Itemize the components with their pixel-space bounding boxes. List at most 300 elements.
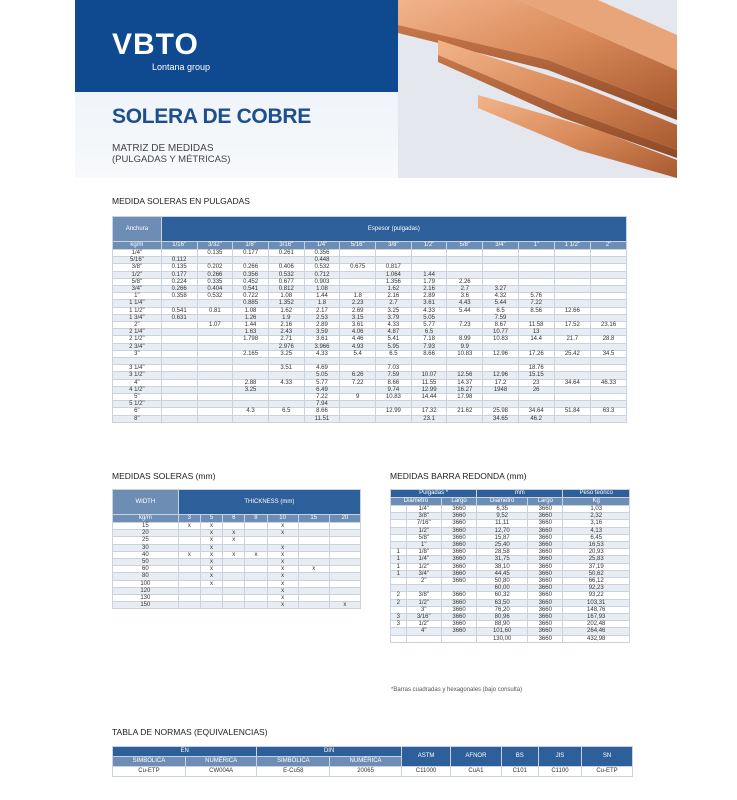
table-cell: 3660 <box>441 570 476 577</box>
table-cell <box>376 257 412 264</box>
inch-col-header: 1/2" <box>411 242 447 250</box>
table-cell: 2.89 <box>411 293 447 300</box>
table-cell: 1.8 <box>304 300 340 307</box>
table-cell <box>223 523 245 530</box>
table-cell <box>298 523 329 530</box>
table-cell: 3660 <box>528 549 563 556</box>
table-cell: 3660 <box>441 534 476 541</box>
table-cell <box>233 358 269 365</box>
table-cell: 7.03 <box>376 365 412 372</box>
table-cell: 0.532 <box>268 271 304 278</box>
table-cell: x <box>267 566 298 573</box>
table-cell: 11.51 <box>304 415 340 422</box>
table-cell: 1/2" <box>406 621 441 628</box>
table-cell <box>329 573 360 580</box>
table-cell <box>268 394 304 401</box>
table-cell <box>518 271 554 278</box>
table-cell <box>161 379 197 386</box>
table-cell <box>233 394 269 401</box>
table-cell <box>447 314 483 321</box>
table-cell: 2.69 <box>340 307 376 314</box>
table-cell: x <box>223 551 245 558</box>
table-cell <box>518 278 554 285</box>
table-cell <box>391 635 407 642</box>
table-row <box>391 599 630 606</box>
table-cell <box>447 271 483 278</box>
table-cell: 12.99 <box>376 408 412 415</box>
table-cell <box>233 257 269 264</box>
table-cell: 1/8" <box>406 549 441 556</box>
table-cell: 34.65 <box>483 415 519 422</box>
table-row <box>113 401 627 408</box>
inch-width-header: Anchura <box>113 217 162 242</box>
table-cell <box>518 264 554 271</box>
table-cell: 0.112 <box>161 257 197 264</box>
table-cell <box>161 415 197 422</box>
table-cell: x <box>245 551 267 558</box>
table-cell: 202,48 <box>563 621 630 628</box>
table-cell: CW004A <box>185 767 257 777</box>
table-cell <box>406 635 441 642</box>
table-cell <box>518 257 554 264</box>
table-cell <box>267 537 298 544</box>
table-cell <box>178 595 200 602</box>
table-cell: 25.98 <box>483 408 519 415</box>
table-cell: x <box>178 551 200 558</box>
table-cell: 17.26 <box>518 350 554 357</box>
table-cell <box>447 257 483 264</box>
table-cell <box>298 580 329 587</box>
table-cell <box>554 415 591 422</box>
table-cell <box>298 602 329 609</box>
table-cell: 0.452 <box>233 278 269 285</box>
table-cell: 2.16 <box>268 322 304 329</box>
table-cell <box>591 264 627 271</box>
table-cell <box>197 358 233 365</box>
table-cell <box>340 365 376 372</box>
table-cell: 5.05 <box>304 372 340 379</box>
table-cell: 1.08 <box>304 286 340 293</box>
table-row <box>113 329 627 336</box>
table-cell: 0.224 <box>161 278 197 285</box>
table-cell <box>591 271 627 278</box>
table-cell <box>591 250 627 257</box>
table-row <box>391 556 630 563</box>
table-cell: x <box>267 587 298 594</box>
table-cell: 11,11 <box>477 520 528 527</box>
table-cell <box>554 250 591 257</box>
table-cell: 12.99 <box>411 386 447 393</box>
inch-col-header: 5/16" <box>340 242 376 250</box>
table-cell: 5.95 <box>376 343 412 350</box>
table-cell: 0.356 <box>304 250 340 257</box>
table-cell <box>591 257 627 264</box>
table-cell: 21.7 <box>554 336 591 343</box>
mm-col-header: 6 <box>223 515 245 523</box>
table-cell: x <box>200 573 222 580</box>
table-cell: 3/8" <box>113 264 162 271</box>
table-cell: 3660 <box>528 570 563 577</box>
table-cell <box>161 386 197 393</box>
table-cell: 5" <box>113 394 162 401</box>
table-cell <box>200 602 222 609</box>
table-cell: x <box>267 595 298 602</box>
table-cell: 2.43 <box>268 329 304 336</box>
table-cell: Cu-ETP <box>113 767 186 777</box>
table-cell: 0.335 <box>197 278 233 285</box>
table-cell: 5.77 <box>411 322 447 329</box>
table-cell: 148,76 <box>563 606 630 613</box>
table-cell <box>340 271 376 278</box>
table-cell <box>329 559 360 566</box>
norms-table <box>112 746 633 777</box>
table-cell: 2 <box>391 592 407 599</box>
table-cell: 3660 <box>441 556 476 563</box>
table-cell <box>411 257 447 264</box>
table-row <box>113 264 627 271</box>
table-cell: 17.32 <box>411 408 447 415</box>
page-title: SOLERA DE COBRE <box>112 105 311 128</box>
table-cell: 34.5 <box>591 350 627 357</box>
table-row <box>113 559 361 566</box>
table-cell: 0.532 <box>197 293 233 300</box>
inch-col-header: 2" <box>591 242 627 250</box>
table-cell <box>197 343 233 350</box>
table-cell <box>340 250 376 257</box>
table-row <box>113 257 627 264</box>
table-cell <box>197 415 233 422</box>
table-cell: CuA1 <box>451 767 501 777</box>
table-cell: 2" <box>406 578 441 585</box>
table-cell: 7.94 <box>304 401 340 408</box>
table-cell <box>340 286 376 293</box>
table-row <box>113 278 627 285</box>
table-row <box>113 350 627 357</box>
table-cell <box>233 415 269 422</box>
table-cell: 4.06 <box>340 329 376 336</box>
table-cell <box>178 530 200 537</box>
table-cell: 5.77 <box>304 379 340 386</box>
table-cell <box>554 343 591 350</box>
table-cell: 3660 <box>441 563 476 570</box>
table-cell: 63,50 <box>477 599 528 606</box>
table-row <box>113 566 361 573</box>
table-cell: 0.135 <box>161 264 197 271</box>
table-cell: 11.58 <box>518 322 554 329</box>
table-cell: 3660 <box>441 542 476 549</box>
table-cell <box>329 530 360 537</box>
table-cell <box>223 602 245 609</box>
inch-table-label: MEDIDA SOLERAS EN PULGADAS <box>112 196 250 206</box>
table-cell: 25,40 <box>477 542 528 549</box>
table-cell: 3660 <box>528 592 563 599</box>
table-cell: 7.22 <box>340 379 376 386</box>
table-row <box>113 408 627 415</box>
table-cell: 3.27 <box>483 286 519 293</box>
inch-thickness-header: Espesor (pulgadas) <box>161 217 626 242</box>
table-row <box>391 614 630 621</box>
table-cell <box>178 559 200 566</box>
table-cell: x <box>178 523 200 530</box>
table-cell <box>554 358 591 365</box>
table-cell: 0.266 <box>197 271 233 278</box>
table-cell: 15.15 <box>518 372 554 379</box>
copper-bars-image <box>398 0 677 178</box>
norms-jis-header: JIS <box>538 747 581 767</box>
table-cell: 3.25 <box>376 307 412 314</box>
table-row <box>113 544 361 551</box>
table-cell <box>197 365 233 372</box>
table-cell: 7.59 <box>376 372 412 379</box>
table-cell: 5/8" <box>406 534 441 541</box>
table-cell: 10.83 <box>483 336 519 343</box>
table-cell <box>197 379 233 386</box>
table-cell <box>268 401 304 408</box>
table-cell: 3.15 <box>340 314 376 321</box>
table-cell: 5.76 <box>518 293 554 300</box>
table-cell: 60,00 <box>477 585 528 592</box>
table-cell <box>518 250 554 257</box>
table-cell <box>518 394 554 401</box>
mm-table-label: MEDIDAS SOLERAS (mm) <box>112 471 216 481</box>
table-cell: 100 <box>113 580 179 587</box>
table-cell <box>329 595 360 602</box>
table-cell: x <box>223 530 245 537</box>
table-cell: 3/8" <box>406 592 441 599</box>
table-cell: 8.66 <box>376 379 412 386</box>
table-cell: 10.77 <box>483 329 519 336</box>
table-cell <box>245 537 267 544</box>
table-row <box>113 365 627 372</box>
table-cell: 1 1/2" <box>113 307 162 314</box>
table-cell <box>554 300 591 307</box>
table-cell <box>223 573 245 580</box>
subtitle-line-1: MATRIZ DE MEDIDAS <box>112 143 214 154</box>
table-cell: 46.2 <box>518 415 554 422</box>
table-cell: 12,70 <box>477 527 528 534</box>
table-cell: 3660 <box>441 599 476 606</box>
table-row <box>113 307 627 314</box>
table-cell: 130,00 <box>477 635 528 642</box>
table-cell: 0.817 <box>376 264 412 271</box>
table-cell: 0.177 <box>233 250 269 257</box>
table-cell: 28,58 <box>477 549 528 556</box>
table-cell: 23.16 <box>591 322 627 329</box>
table-cell: 26 <box>518 386 554 393</box>
table-cell: 6.26 <box>340 372 376 379</box>
table-cell: 20 <box>113 530 179 537</box>
table-cell: 1" <box>406 542 441 549</box>
table-cell <box>223 559 245 566</box>
table-cell <box>197 314 233 321</box>
table-cell <box>178 566 200 573</box>
table-cell: 2.53 <box>304 314 340 321</box>
table-cell <box>376 358 412 365</box>
table-cell <box>329 551 360 558</box>
table-cell: 51.84 <box>554 408 591 415</box>
table-cell: x <box>267 559 298 566</box>
table-row <box>113 386 627 393</box>
table-cell: 4" <box>113 379 162 386</box>
table-cell: 4.43 <box>447 300 483 307</box>
table-cell: 25,83 <box>563 556 630 563</box>
table-row <box>391 527 630 534</box>
table-cell: 60 <box>113 566 179 573</box>
table-cell: 2.88 <box>233 379 269 386</box>
table-cell: 1.064 <box>376 271 412 278</box>
table-cell: 4 1/2" <box>113 386 162 393</box>
table-row <box>113 250 627 257</box>
table-cell <box>233 365 269 372</box>
norms-sn-header: SN <box>581 747 632 767</box>
table-cell: 3660 <box>528 520 563 527</box>
table-cell: 21.62 <box>447 408 483 415</box>
table-cell: 0.261 <box>268 250 304 257</box>
table-cell: 3/4" <box>406 570 441 577</box>
table-row <box>391 520 630 527</box>
table-cell: 6.5 <box>411 329 447 336</box>
table-cell <box>554 278 591 285</box>
table-cell: 1/4" <box>406 556 441 563</box>
table-cell <box>298 595 329 602</box>
table-cell: 3660 <box>528 513 563 520</box>
table-cell: 1.44 <box>233 322 269 329</box>
mm-col-header: 15 <box>298 515 329 523</box>
table-cell <box>518 343 554 350</box>
table-row <box>113 379 627 386</box>
inch-col-header: 3/4" <box>483 242 519 250</box>
brand-logo <box>112 30 210 72</box>
table-cell <box>223 566 245 573</box>
norms-din-symbolic: SIMBÓLICA <box>257 757 330 767</box>
table-cell <box>223 580 245 587</box>
table-cell <box>447 250 483 257</box>
table-cell: 2.23 <box>340 300 376 307</box>
table-cell <box>161 372 197 379</box>
table-cell: 25.42 <box>554 350 591 357</box>
table-cell: 9 <box>340 394 376 401</box>
table-row <box>391 606 630 613</box>
table-cell: 103,31 <box>563 599 630 606</box>
mm-col-header: 3 <box>178 515 200 523</box>
table-cell: 8.67 <box>483 322 519 329</box>
table-cell <box>518 358 554 365</box>
table-cell: 12.96 <box>483 350 519 357</box>
table-cell <box>200 595 222 602</box>
table-cell: 5 1/2" <box>113 401 162 408</box>
table-cell: 3/8" <box>406 513 441 520</box>
table-cell: 4.3 <box>233 408 269 415</box>
table-cell: 3.59 <box>304 329 340 336</box>
table-cell <box>178 537 200 544</box>
table-cell: 3.25 <box>268 350 304 357</box>
table-cell <box>329 580 360 587</box>
table-cell: 1.08 <box>233 307 269 314</box>
page-subtitle <box>112 143 230 165</box>
table-cell <box>554 365 591 372</box>
table-cell <box>197 336 233 343</box>
table-cell <box>591 358 627 365</box>
table-cell <box>178 573 200 580</box>
table-cell: 4,13 <box>563 527 630 534</box>
table-cell <box>178 587 200 594</box>
table-cell <box>298 551 329 558</box>
table-cell: 8.56 <box>518 307 554 314</box>
table-cell <box>591 307 627 314</box>
table-cell: 1.9 <box>268 314 304 321</box>
table-cell: 76,20 <box>477 606 528 613</box>
table-cell: 5.05 <box>411 314 447 321</box>
table-row <box>391 549 630 556</box>
brand-subtitle: Lontana group <box>152 62 211 72</box>
table-cell: 3.51 <box>268 365 304 372</box>
table-cell <box>329 537 360 544</box>
table-cell: 66,12 <box>563 578 630 585</box>
table-cell: 3660 <box>528 635 563 642</box>
table-cell: 7.23 <box>447 322 483 329</box>
table-cell: 46.33 <box>591 379 627 386</box>
table-cell: 3" <box>406 606 441 613</box>
table-cell: 4.87 <box>376 329 412 336</box>
mm-col-header: 5 <box>200 515 222 523</box>
table-row <box>113 372 627 379</box>
table-cell <box>298 544 329 551</box>
mm-col-header: 20 <box>329 515 360 523</box>
table-cell <box>447 415 483 422</box>
table-cell: 34.64 <box>554 379 591 386</box>
table-cell: 4.33 <box>304 350 340 357</box>
table-cell <box>391 513 407 520</box>
table-cell: 0.722 <box>233 293 269 300</box>
round-group-inches: Pulgadas * <box>391 490 477 498</box>
table-cell <box>483 250 519 257</box>
table-row <box>113 587 361 594</box>
table-cell: 4.46 <box>340 336 376 343</box>
table-cell <box>340 415 376 422</box>
table-cell: 3660 <box>441 506 476 513</box>
mm-col-header: 8 <box>245 515 267 523</box>
round-table-label: MEDIDAS BARRA REDONDA (mm) <box>390 471 527 481</box>
table-cell: 15 <box>113 523 179 530</box>
subtitle-line-2: (PULGADAS Y MÉTRICAS) <box>112 154 231 165</box>
table-cell: 6" <box>113 408 162 415</box>
table-cell: 31,75 <box>477 556 528 563</box>
table-cell: 2 <box>391 599 407 606</box>
table-cell: x <box>267 573 298 580</box>
table-cell <box>376 250 412 257</box>
table-cell <box>161 250 197 257</box>
table-cell <box>329 566 360 573</box>
table-cell: 17.2 <box>483 379 519 386</box>
table-row <box>391 570 630 577</box>
inch-col-header: 3/8" <box>376 242 412 250</box>
table-cell: x <box>267 551 298 558</box>
table-cell: 4.32 <box>483 293 519 300</box>
table-cell: 2" <box>113 322 162 329</box>
table-cell: 8" <box>113 415 162 422</box>
table-row <box>391 635 630 642</box>
table-cell <box>591 314 627 321</box>
table-cell: 50,62 <box>563 570 630 577</box>
table-cell <box>245 544 267 551</box>
table-cell <box>447 401 483 408</box>
table-cell: 3660 <box>528 621 563 628</box>
table-cell: 0.812 <box>268 286 304 293</box>
table-cell: x <box>267 602 298 609</box>
table-cell: 1.356 <box>376 278 412 285</box>
table-cell <box>591 300 627 307</box>
table-row <box>113 551 361 558</box>
